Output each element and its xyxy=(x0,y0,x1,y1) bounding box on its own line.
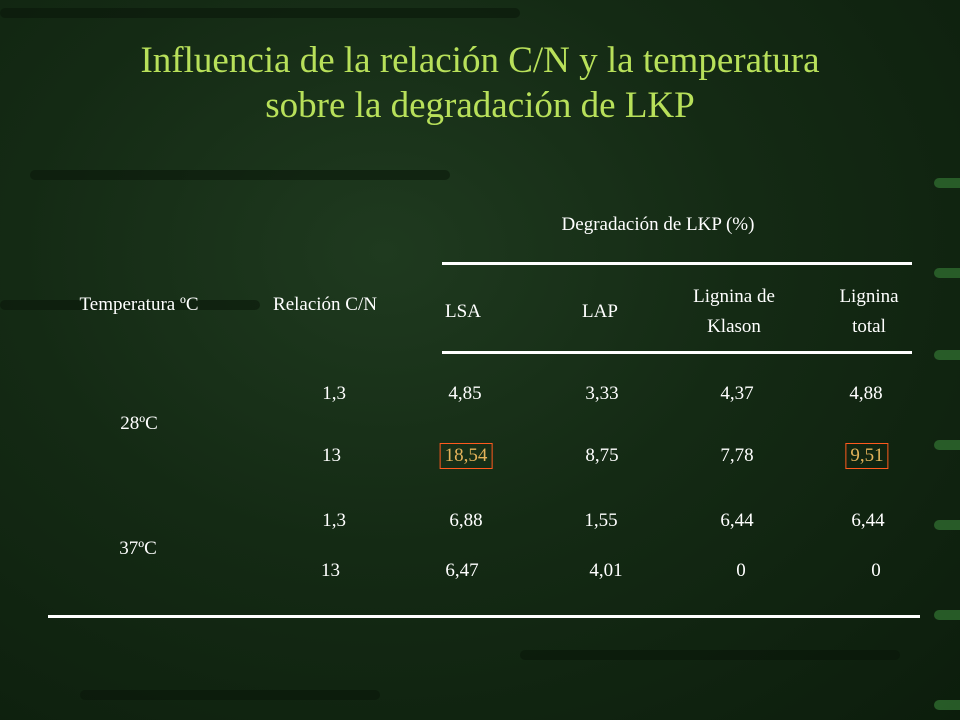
cn-cell: 1,3 xyxy=(322,510,346,531)
column-header-klason xyxy=(693,282,775,342)
background-streak xyxy=(520,650,900,660)
background-streak xyxy=(0,8,520,18)
column-header-lap: LAP xyxy=(582,301,618,322)
klason-cell: 6,44 xyxy=(720,510,754,531)
slide-title xyxy=(0,38,960,128)
background-edge-mark xyxy=(934,700,960,710)
cn-cell: 1,3 xyxy=(322,383,346,404)
cn-cell: 13 xyxy=(322,445,341,466)
header-rule-bottom xyxy=(442,351,912,354)
column-header-temperature: Temperatura ºC xyxy=(79,294,199,315)
total-cell: 0 xyxy=(871,560,881,581)
background-edge-mark xyxy=(934,440,960,450)
cn-cell: 13 xyxy=(321,560,340,581)
column-header-klason-line2: Klason xyxy=(707,316,761,337)
lap-cell: 4,01 xyxy=(589,560,623,581)
total-cell: 6,44 xyxy=(851,510,885,531)
total-cell: 4,88 xyxy=(849,383,883,404)
klason-cell: 4,37 xyxy=(720,383,754,404)
background-streak xyxy=(80,690,380,700)
slide-title-line2: sobre la degradación de LKP xyxy=(265,85,695,126)
lsa-cell: 4,85 xyxy=(448,383,482,404)
background-edge-mark xyxy=(934,610,960,620)
column-header-cn-ratio: Relación C/N xyxy=(273,294,377,315)
column-header-lsa: LSA xyxy=(445,301,481,322)
background-edge-mark xyxy=(934,520,960,530)
background-edge-mark xyxy=(934,350,960,360)
column-header-klason-line1: Lignina de xyxy=(693,286,775,307)
lsa-cell-highlighted: 18,54 xyxy=(440,443,493,469)
group-header: Degradación de LKP (%) xyxy=(561,214,755,235)
klason-cell: 0 xyxy=(736,560,746,581)
table-bottom-rule xyxy=(48,615,920,618)
background-edge-mark xyxy=(934,178,960,188)
background-streak xyxy=(30,170,450,180)
lsa-cell: 6,47 xyxy=(445,560,479,581)
slide-title-line1: Influencia de la relación C/N y la temperatura xyxy=(140,40,820,81)
column-header-total xyxy=(839,282,898,342)
lap-cell: 1,55 xyxy=(584,510,618,531)
temperature-cell: 37ºC xyxy=(119,538,157,559)
lap-cell: 8,75 xyxy=(585,445,619,466)
total-cell-highlighted: 9,51 xyxy=(845,443,888,469)
header-rule-top xyxy=(442,262,912,265)
klason-cell: 7,78 xyxy=(720,445,754,466)
lsa-cell: 6,88 xyxy=(449,510,483,531)
column-header-total-line2: total xyxy=(852,316,886,337)
lap-cell: 3,33 xyxy=(585,383,619,404)
background-edge-mark xyxy=(934,268,960,278)
temperature-cell: 28ºC xyxy=(120,413,158,434)
column-header-total-line1: Lignina xyxy=(839,286,899,307)
